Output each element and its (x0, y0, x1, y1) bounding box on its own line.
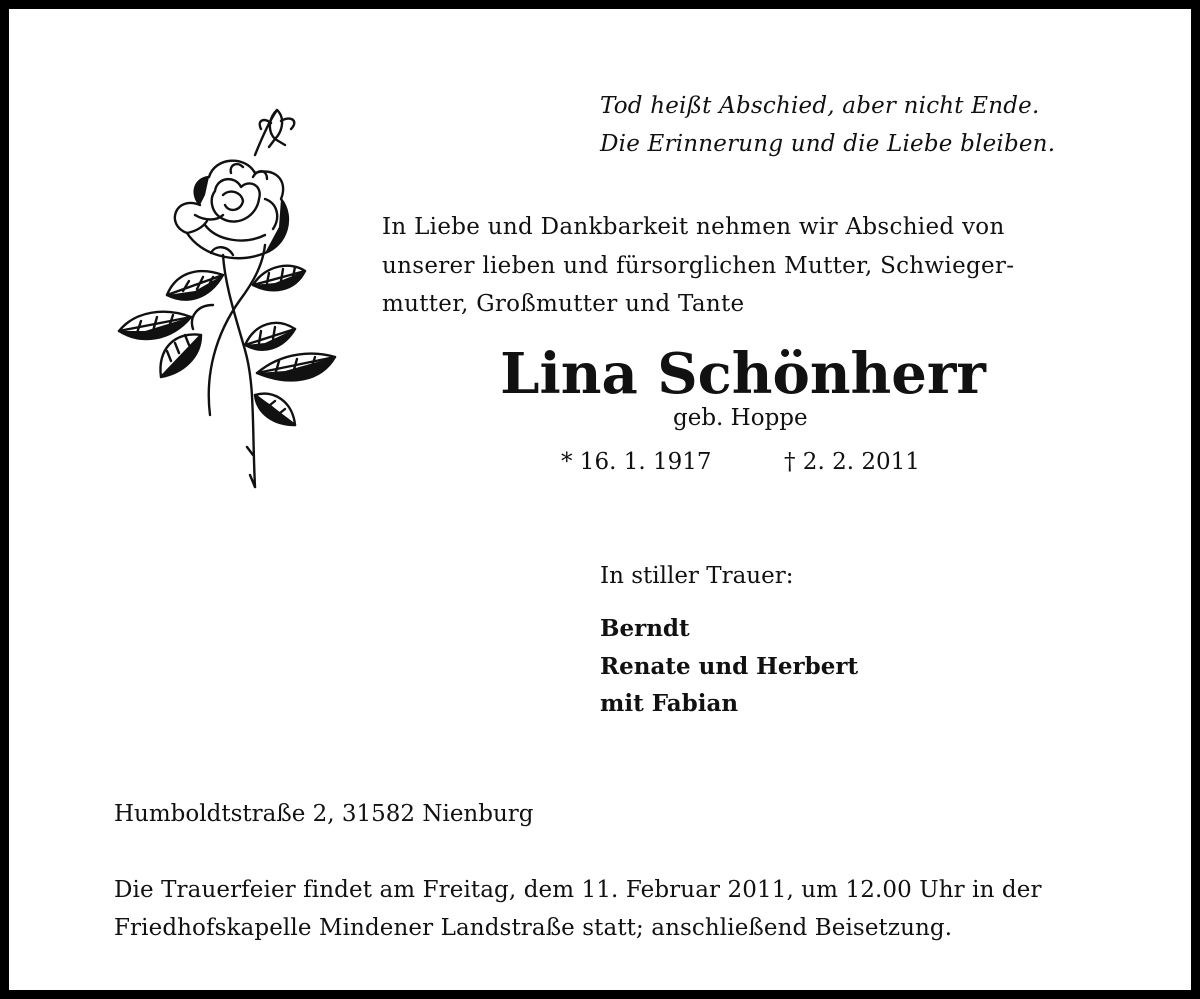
quote-line-2: Die Erinnerung und die Liebe bleiben. (600, 131, 1056, 157)
mourning-label: In stiller Trauer: (600, 563, 794, 589)
mourner-2: Renate und Herbert (600, 653, 859, 680)
death-date: † 2. 2. 2011 (784, 449, 920, 475)
mourner-1: Berndt (600, 615, 690, 642)
mourner-3: mit Fabian (600, 690, 739, 717)
deceased-name: Lina Schönherr (500, 341, 986, 407)
birth-date: * 16. 1. 1917 (561, 449, 712, 475)
intro-line-3: mutter, Großmutter und Tante (382, 291, 745, 317)
address: Humboldtstraße 2, 31582 Nienburg (114, 801, 534, 827)
intro-line-1: In Liebe und Dankbarkeit nehmen wir Abschied von (382, 214, 1005, 240)
service-line-1: Die Trauerfeier findet am Freitag, dem 11. Februar 2011, um 12.00 Uhr in der (114, 877, 1042, 903)
maiden-name: geb. Hoppe (673, 405, 808, 431)
intro-line-2: unserer lieben und fürsorglichen Mutter, Schwieger- (382, 253, 1015, 279)
quote-line-1: Tod heißt Abschied, aber nicht Ende. (600, 93, 1040, 119)
rose-icon (105, 95, 345, 497)
service-line-2: Friedhofskapelle Mindener Landstraße statt; anschließend Beisetzung. (114, 915, 953, 941)
